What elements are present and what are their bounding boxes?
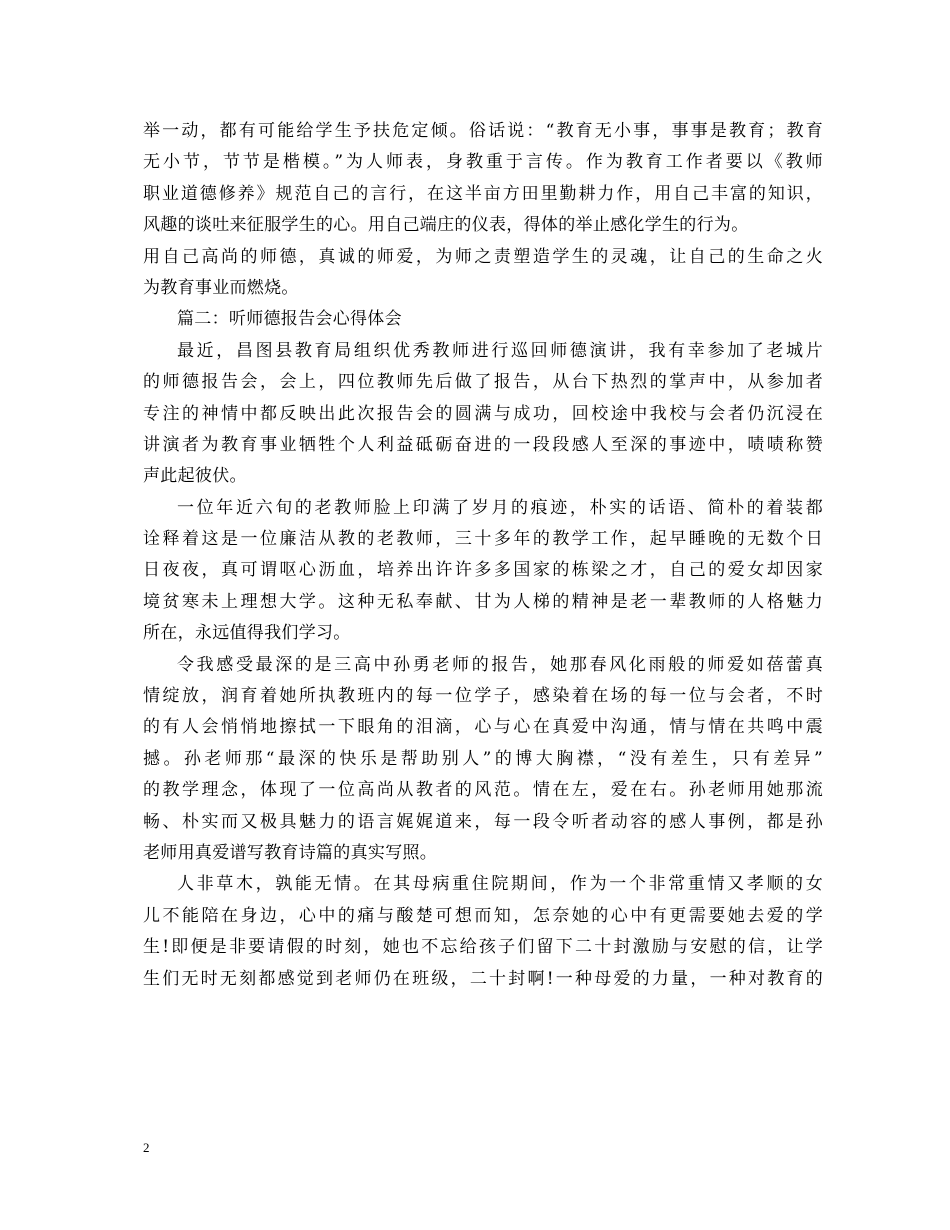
text-line: 儿不能陪在身边，心中的痛与酸楚可想而知，怎奈她的心中有更需要她去爱的学: [143, 905, 823, 926]
text-line: 日夜夜，真可谓呕心沥血，培养出许许多多国家的栋梁之才，自己的爱女却因家: [143, 560, 823, 581]
text-line: 的有人会悄悄地擦拭一下眼角的泪滴，心与心在真爱中沟通，情与情在共鸣中震: [143, 717, 823, 738]
text-line: 人非草木，孰能无情。在其母病重住院期间，作为一个非常重情又孝顺的女: [177, 874, 823, 895]
text-line: 最近，昌图县教育局组织优秀教师进行巡回师德演讲，我有幸参加了老城片: [177, 340, 823, 361]
page-number: 2: [143, 1140, 150, 1155]
text-line: 情绽放，润育着她所执教班内的每一位学子，感染着在场的每一位与会者，不时: [143, 686, 823, 707]
text-line: 专注的神情中都反映出此次报告会的圆满与成功，回校途中我校与会者仍沉浸在: [143, 403, 823, 424]
text-line: 生们无时无刻都感觉到老师仍在班级，二十封啊!一种母爱的力量，一种对教育的: [143, 968, 823, 989]
document-body: [143, 116, 823, 995]
text-line: 职业道德修养》规范自己的言行，在这半亩方田里勤耕力作，用自己丰富的知识，: [143, 183, 823, 204]
text-line: 畅、朴实而又极具魅力的语言娓娓道来，每一段令听者动容的感人事例，都是孙: [143, 811, 823, 832]
text-line: 无小节，节节是楷模。”为人师表，身教重于言传。作为教育工作者要以《教师: [143, 152, 823, 173]
text-line: 讲演者为教育事业牺牲个人利益砥砺奋进的一段段感人至深的事迹中，啧啧称赞: [143, 434, 823, 455]
text-line: 生!即便是非要请假的时刻，她也不忘给孩子们留下二十封激励与安慰的信，让学: [143, 937, 823, 958]
text-line: 的师德报告会，会上，四位教师先后做了报告，从台下热烈的掌声中，从参加者: [143, 372, 823, 393]
text-line: 令我感受最深的是三高中孙勇老师的报告，她那春风化雨般的师爱如蓓蕾真: [177, 654, 823, 675]
text-line: 所在，永远值得我们学习。: [143, 623, 351, 644]
text-line: 的教学理念，体现了一位高尚从教者的风范。情在左，爱在右。孙老师用她那流: [143, 780, 823, 801]
text-line: 用自己高尚的师德，真诚的师爱，为师之责塑造学生的灵魂，让自己的生命之火: [143, 246, 823, 267]
text-line: 诠释着这是一位廉洁从教的老教师，三十多年的教学工作，起早睡晚的无数个日: [143, 529, 823, 550]
text-line: 老师用真爱谱写教育诗篇的真实写照。: [143, 842, 438, 863]
text-line: 撼。孙老师那“最深的快乐是帮助别人”的博大胸襟，“没有差生，只有差异”: [143, 748, 823, 769]
text-line: 为教育事业而燃烧。: [143, 277, 299, 298]
text-line: 篇二：听师德报告会心得体会: [177, 309, 402, 330]
text-line: 举一动，都有可能给学生予扶危定倾。俗话说：“教育无小事，事事是教育；教育: [143, 121, 823, 141]
text-line: 声此起彼伏。: [143, 466, 247, 487]
text-line: 一位年近六旬的老教师脸上印满了岁月的痕迹，朴实的话语、简朴的着装都: [177, 497, 823, 518]
text-line: 境贫寒未上理想大学。这种无私奉献、甘为人梯的精神是老一辈教师的人格魅力: [143, 591, 823, 612]
text-line: 风趣的谈吐来征服学生的心。用自己端庄的仪表，得体的举止感化学生的行为。: [143, 215, 749, 236]
